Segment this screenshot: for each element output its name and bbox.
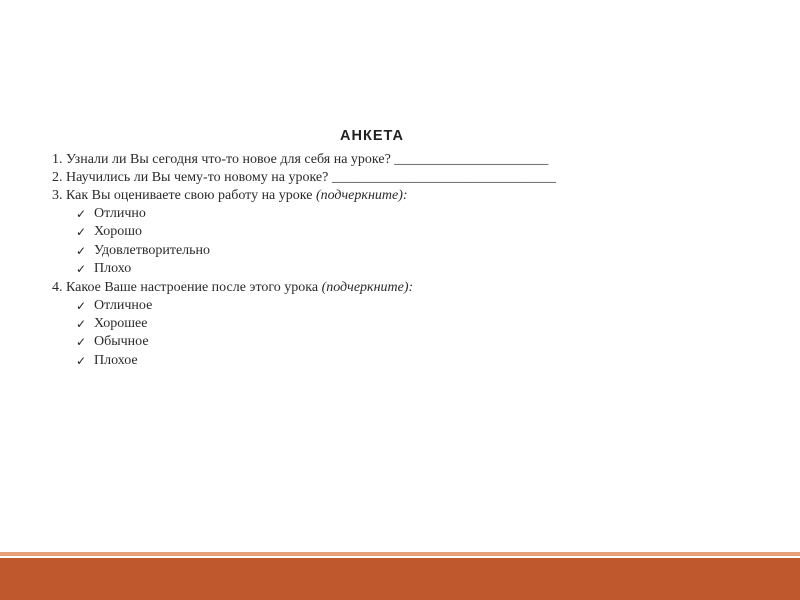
list-item (76, 352, 652, 370)
list-item (76, 223, 652, 241)
list-item (76, 205, 652, 223)
checkmark-icon: ✓ (76, 243, 87, 258)
question-4 (52, 279, 652, 297)
option-label: Хорошее (94, 316, 148, 332)
checkmark-icon: ✓ (76, 225, 87, 240)
checkmark-icon: ✓ (76, 335, 87, 350)
checkmark-icon: ✓ (76, 262, 87, 277)
option-label: Отлично (94, 206, 146, 221)
questionnaire-title: АНКЕТА (340, 128, 404, 144)
questionnaire (52, 128, 652, 370)
checkmark-icon: ✓ (76, 207, 87, 221)
list-item (76, 260, 652, 278)
question-3 (52, 187, 652, 205)
option-label: Удовлетворительно (94, 242, 211, 258)
question-3-note: (подчеркните): (315, 188, 408, 203)
list-item (76, 242, 652, 260)
question-2: 2. Научились ли Вы чему-то новому на уроке? ________________________________ (52, 170, 556, 185)
checkmark-icon: ✓ (76, 353, 87, 368)
footer-accent-line (0, 552, 800, 556)
option-label: Отличное (94, 297, 153, 313)
list-item (76, 297, 652, 315)
question-3-options (52, 205, 652, 279)
question-3-text: 3. Как Вы оцениваете свою работу на уроке (52, 188, 316, 203)
list-item (76, 333, 652, 351)
option-label: Хорошо (94, 224, 143, 240)
footer-accent-bar (0, 558, 800, 600)
question-1: 1. Узнали ли Вы сегодня что-то новое для себя на уроке? ______________________ (52, 152, 549, 167)
checkmark-icon: ✓ (76, 317, 87, 332)
checkmark-icon: ✓ (76, 298, 87, 313)
question-4-note: (подчеркните): (321, 279, 414, 295)
option-label: Плохое (94, 352, 138, 368)
question-4-text: 4. Какое Ваше настроение после этого урока (52, 279, 322, 295)
list-item (76, 315, 652, 333)
option-label: Плохо (94, 261, 132, 277)
option-label: Обычное (94, 334, 149, 350)
question-4-options (52, 297, 652, 371)
